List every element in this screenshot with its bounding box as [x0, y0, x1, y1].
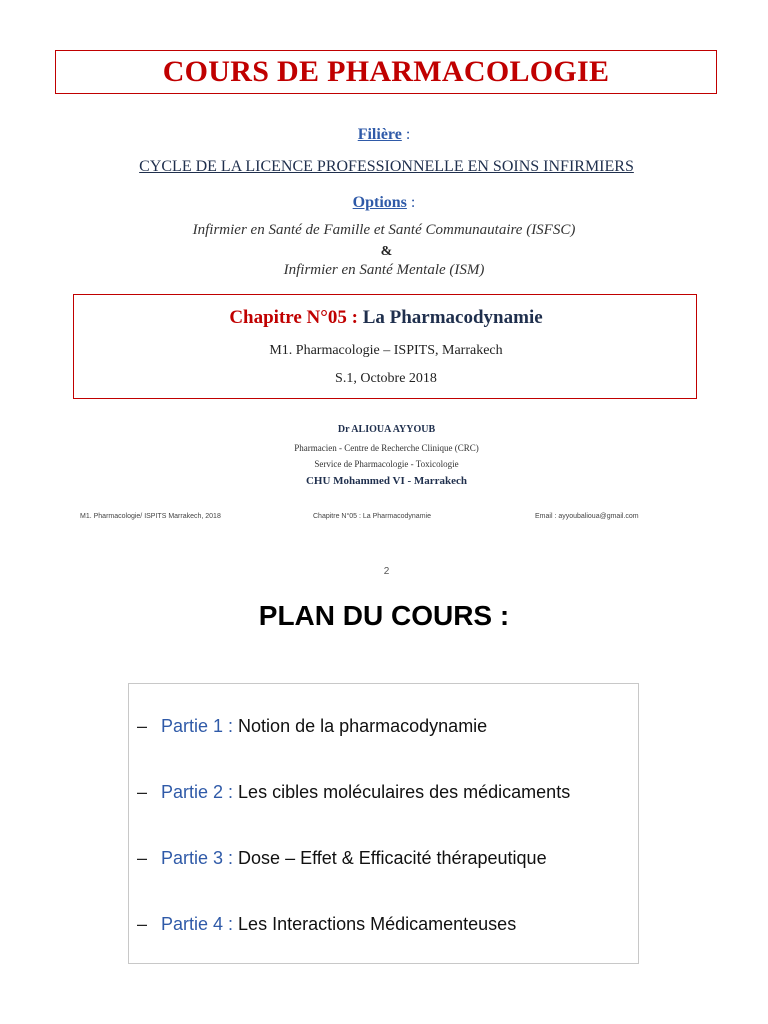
option-isfsc: Infirmier en Santé de Famille et Santé Communautaire (ISFSC): [192, 222, 576, 238]
options-label: Options: [352, 194, 407, 211]
footer-left: M1. Pharmacologie/ ISPITS Marrakech, 2018: [80, 513, 221, 520]
plan-part-label: Partie 2 :: [161, 782, 234, 802]
plan-title: PLAN DU COURS :: [258, 600, 510, 631]
plan-part-text: Les cibles moléculaires des médicaments: [233, 782, 571, 802]
document-title: COURS DE PHARMACOLOGIE: [162, 55, 610, 88]
title-box: [55, 50, 717, 94]
chapter-heading: [74, 307, 698, 329]
author-name: Dr ALIOUA AYYOUB: [337, 424, 436, 435]
dash-bullet: –: [137, 716, 148, 736]
chapter-module: M1. Pharmacologie – ISPITS, Marrakech: [269, 343, 503, 358]
dash-bullet: –: [137, 848, 148, 868]
cycle-title: CYCLE DE LA LICENCE PROFESSIONNELLE EN SOINS INFIRMIERS: [139, 158, 634, 175]
dash-bullet: –: [137, 782, 148, 802]
plan-item-3: [137, 848, 547, 869]
plan-part-label: Partie 4 :: [161, 914, 234, 934]
plan-part-text: Dose – Effet & Efficacité thérapeutique: [233, 848, 547, 868]
options-colon: :: [406, 194, 416, 211]
plan-item-1: [137, 716, 487, 737]
page-number: 2: [383, 566, 390, 577]
filiere-colon: :: [401, 126, 411, 143]
plan-item-2: [137, 782, 570, 803]
plan-part-text: Notion de la pharmacodynamie: [233, 716, 488, 736]
chapter-box: [73, 294, 697, 399]
chapter-session: S.1, Octobre 2018: [335, 371, 437, 386]
author-role: Pharmacien - Centre de Recherche Clinique (CRC): [294, 443, 479, 453]
dash-bullet: –: [137, 914, 148, 934]
plan-box: [128, 683, 639, 964]
filiere-label: Filière: [357, 126, 402, 143]
plan-part-label: Partie 3 :: [161, 848, 234, 868]
chapter-title: La Pharmacodynamie: [362, 307, 543, 328]
chapter-label: Chapitre N°05 :: [229, 307, 358, 328]
footer-email: Email : ayyoubalioua@gmail.com: [535, 513, 639, 520]
option-ampersand: &: [380, 244, 393, 259]
plan-part-text: Les Interactions Médicamenteuses: [233, 914, 517, 934]
author-service: Service de Pharmacologie - Toxicologie: [314, 459, 459, 469]
filiere-line: [0, 126, 768, 144]
options-line: [0, 194, 768, 212]
plan-item-4: [137, 914, 516, 935]
option-ism: Infirmier en Santé Mentale (ISM): [283, 262, 485, 278]
author-hospital: CHU Mohammed VI - Marrakech: [305, 475, 468, 487]
plan-part-label: Partie 1 :: [161, 716, 234, 736]
footer-middle: Chapitre N°05 : La Pharmacodynamie: [313, 513, 431, 520]
